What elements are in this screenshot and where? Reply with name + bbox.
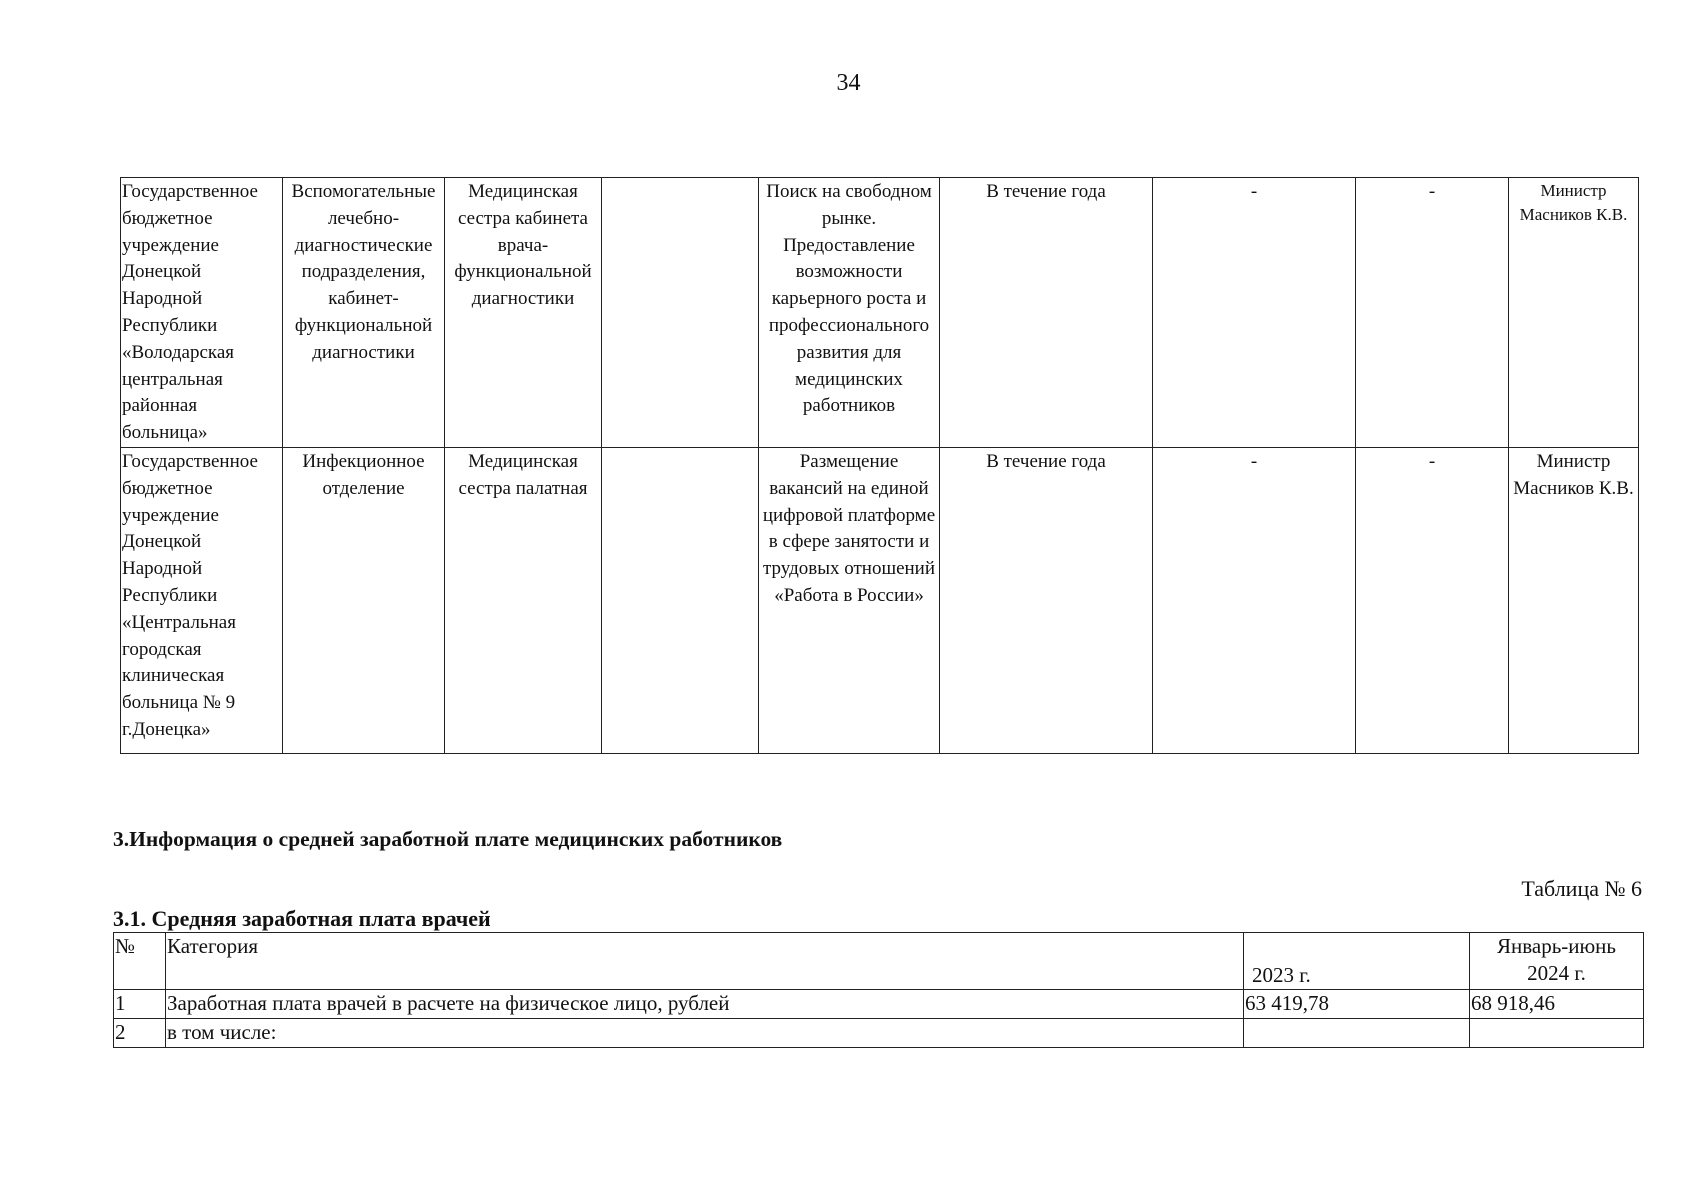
table-header-row: [114, 933, 1644, 990]
term-cell: В течение года: [940, 447, 1153, 753]
org-cell: Государственное бюджетное учреждение Донецкой Народной Республики «Володарская центральная районная больница»: [121, 178, 283, 448]
responsible-cell: Министр Масников К.В.: [1509, 178, 1639, 448]
header-year-2023: 2023 г.: [1244, 933, 1470, 990]
table-row: [121, 447, 1639, 753]
responsible-cell: Министр Масников К.В.: [1509, 447, 1639, 753]
header-year-2024-line2: 2024 г.: [1527, 961, 1586, 985]
table-row: [114, 990, 1644, 1019]
header-category: Категория: [166, 933, 1244, 990]
table-label: Таблица № 6: [1521, 876, 1642, 901]
position-cell: Медицинская сестра палатная: [445, 447, 602, 753]
row-num: 1: [114, 990, 166, 1019]
org-cell: Государственное бюджетное учреждение Донецкой Народной Республики «Центральная городская клиническая больница № 9 г.Донецка»: [121, 447, 283, 753]
empty-cell: [602, 447, 759, 753]
value-cell: -: [1356, 178, 1509, 448]
header-year-2024: [1470, 933, 1644, 990]
position-cell: Медицинская сестра кабинета врача-функциональной диагностики: [445, 178, 602, 448]
header-num: №: [114, 933, 166, 990]
doctor-salary-table: [113, 932, 1644, 1048]
staffing-measures-table: [120, 177, 1639, 754]
section-title: 3.Информация о средней заработной плате медицинских работников: [113, 827, 783, 851]
department-cell: Инфекционное отделение: [283, 447, 445, 753]
row-num: 2: [114, 1019, 166, 1048]
header-year-2024-line1: Январь-июнь: [1496, 934, 1617, 958]
subsection-title: 3.1. Средняя заработная плата врачей: [113, 906, 491, 931]
value-cell: -: [1356, 447, 1509, 753]
row-value-2023: 63 419,78: [1244, 990, 1470, 1019]
value-cell: -: [1153, 447, 1356, 753]
table-row: [121, 178, 1639, 448]
row-category: Заработная плата врачей в расчете на физическое лицо, рублей: [166, 990, 1244, 1019]
value-cell: -: [1153, 178, 1356, 448]
row-category: в том числе:: [166, 1019, 1244, 1048]
measure-cell: Размещение вакансий на единой цифровой платформе в сфере занятости и трудовых отношений «Работа в России»: [759, 447, 940, 753]
table-row: [114, 1019, 1644, 1048]
term-cell: В течение года: [940, 178, 1153, 448]
department-cell: Вспомогательные лечебно-диагностические подразделения, кабинет-функциональной диагностики: [283, 178, 445, 448]
measure-cell: Поиск на свободном рынке. Предоставление возможности карьерного роста и профессионального развития для медицинских работников: [759, 178, 940, 448]
row-value-2023: [1244, 1019, 1470, 1048]
empty-cell: [602, 178, 759, 448]
row-value-2024: 68 918,46: [1470, 990, 1644, 1019]
page-cut-mask: [110, 1048, 1650, 1108]
page-number: 34: [836, 70, 861, 96]
row-value-2024: [1470, 1019, 1644, 1048]
